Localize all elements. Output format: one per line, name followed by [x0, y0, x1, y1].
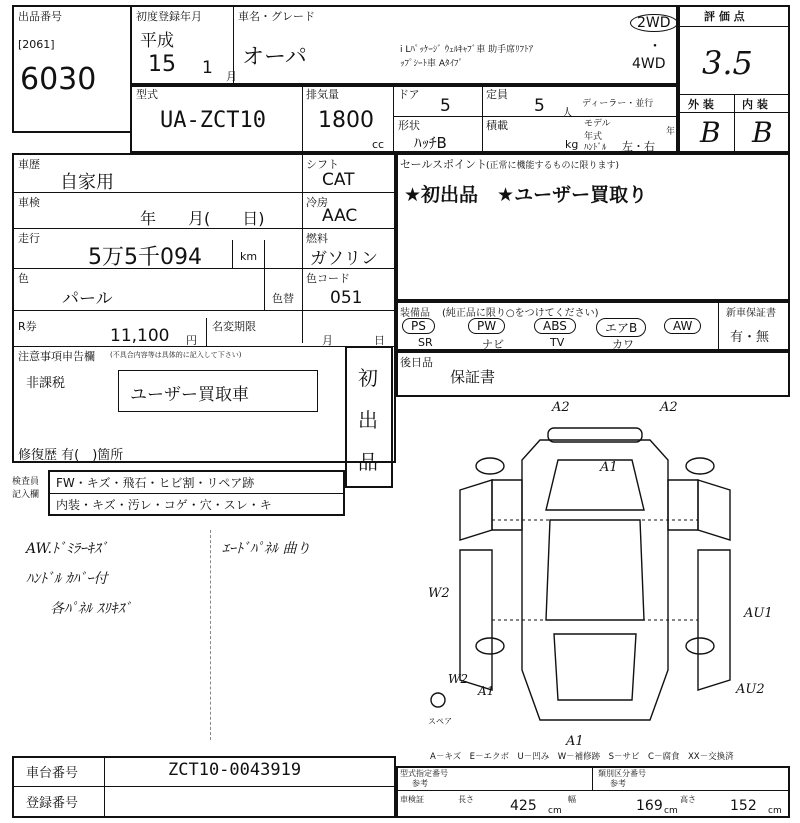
hw-line1: AW.ﾄﾞﾐﾗｰｷｽﾞ — [26, 541, 108, 557]
color-change-label: 色替 — [272, 292, 294, 305]
drive-2wd: 2WD — [630, 14, 678, 32]
first-char-3: 品 — [358, 450, 378, 474]
score-label: 評 価 点 — [704, 10, 745, 23]
name-label: 車名・グレード — [238, 10, 315, 23]
lot-label: 出品番号 — [18, 10, 62, 23]
width-value: 169 — [636, 798, 663, 814]
name-change-label: 名変期限 — [212, 320, 256, 333]
capacity-label: 定員 — [486, 88, 508, 101]
doors-value: 5 — [440, 96, 451, 116]
displacement-value: 1800 — [318, 108, 374, 133]
lot-code: [2061] — [18, 38, 55, 51]
handle-value: 左・右 — [622, 140, 655, 153]
mark-au2: AU2 — [736, 682, 765, 697]
grade-line2: ｯﾌﾟｼｰﾄ車 Aﾀｲﾌﾟ — [400, 59, 464, 69]
ext-label: 外 装 — [688, 98, 714, 111]
recycle-label: R券 — [18, 320, 37, 333]
first-reg-label: 初度登録年月 — [136, 10, 202, 23]
sales-text: ★初出品 ★ユーザー買取り — [404, 184, 648, 206]
type-label: 型式 — [136, 88, 158, 101]
fuel-value: ガソリン — [310, 249, 378, 269]
inspection-label: 車検 — [18, 196, 40, 209]
cert-label: 車検証 — [400, 795, 424, 804]
height-label: 高さ — [680, 795, 696, 804]
typecert-label: 型式指定番号 — [400, 769, 448, 778]
mark-au1: AU1 — [744, 606, 773, 621]
mark-a1-top: A1 — [600, 460, 618, 475]
name-change-month: 月 — [322, 334, 333, 347]
equip-tv: TV — [550, 336, 565, 349]
capacity-unit: 人 — [562, 106, 573, 119]
equip-airbag: エアB — [596, 318, 646, 337]
load-label: 積載 — [486, 119, 508, 132]
doors-label: ドア — [398, 88, 420, 101]
first-reg-month: 1 — [202, 58, 213, 78]
model-year-unit: 年 — [666, 127, 676, 137]
typecert-sub: 参考 — [412, 779, 428, 788]
mileage-value: 5万5千094 — [88, 245, 202, 270]
fuel-label: 燃料 — [306, 232, 328, 245]
int-label: 内 装 — [742, 98, 768, 111]
mileage-unit: km — [240, 250, 258, 263]
recycle-value: 11,100 — [110, 326, 170, 346]
inspector-inner: 内装・キズ・汚レ・コゲ・穴・スレ・キ — [56, 498, 272, 512]
shape-label: 形状 — [398, 119, 420, 132]
car-model: オーパ — [242, 45, 307, 70]
inspector-label: 検査員 記入欄 — [12, 477, 40, 500]
mark-w2-bottom: W2 — [448, 672, 468, 686]
len-value: 425 — [510, 798, 537, 814]
width-unit: cm — [664, 806, 678, 816]
warranty-label: 新車保証書 — [726, 308, 776, 319]
legend: A－キズ E－エクボ U－凹み W－補修跡 S－サビ C－腐食 XX－交換済 — [430, 752, 734, 762]
height-value: 152 — [730, 798, 757, 814]
len-unit: cm — [548, 806, 562, 816]
color-label: 色 — [18, 272, 29, 285]
drive-4wd: 4WD — [632, 56, 666, 72]
color-code-label: 色コード — [306, 272, 350, 285]
notes-sub: (不具合内容等は具体的に記入して下さい) — [110, 351, 242, 359]
width-label: 幅 — [568, 795, 576, 804]
equip-aw: AW — [664, 318, 701, 334]
equip-abs: ABS — [534, 318, 576, 334]
mark-a1-bottom-left: A1 — [478, 684, 495, 698]
equip-sr: SR — [418, 336, 433, 349]
grade-line1: i Lﾊﾟｯｹｰｼﾞ ｳｪﾙｷｬﾌﾞ車 助手席ﾘﾌﾄｱ — [400, 45, 534, 55]
mark-a1-bottom: A1 — [566, 734, 584, 749]
shift-label: シフト — [306, 158, 339, 171]
reg-label: 登録番号 — [26, 796, 79, 811]
equip-navi: ナビ — [482, 338, 504, 351]
hw-line3: 各ﾊﾟﾈﾙ ｽﾘｷｽﾞ — [50, 601, 132, 617]
score-value: 3.5 — [702, 44, 753, 82]
first-reg-month-unit: 月 — [226, 70, 237, 83]
rear-value: 保証書 — [450, 368, 496, 386]
first-reg-year: 15 — [148, 52, 176, 77]
model-year-label: モデル 年式 — [584, 119, 611, 142]
chassis-value: ZCT10-0043919 — [168, 760, 302, 780]
class-sub: 参考 — [610, 779, 626, 788]
name-change-day: 日 — [374, 334, 385, 347]
handle-label: ﾊﾝﾄﾞﾙ — [584, 143, 607, 153]
tax-text: 非課税 — [26, 376, 66, 391]
int-score: B — [752, 116, 773, 149]
history-value: 自家用 — [60, 172, 114, 193]
equip-ps: PS — [402, 318, 435, 334]
class-label: 類別区分番号 — [598, 769, 646, 778]
load-unit: kg — [565, 138, 579, 151]
equip-leather: カワ — [612, 338, 634, 351]
mileage-label: 走行 — [18, 232, 40, 245]
equipment-sub: (純正品に限り○をつけてください) — [442, 308, 599, 319]
mark-w2-left: W2 — [428, 586, 450, 601]
rear-label: 後日品 — [400, 356, 433, 369]
warranty-value: 有・無 — [730, 330, 770, 345]
inspection-value: 年 月( 日) — [140, 209, 265, 228]
lot-number: 6030 — [20, 62, 97, 97]
hw-line2: ﾊﾝﾄﾞﾙ ｶﾊﾞｰ付 — [26, 571, 108, 587]
shape-value: ﾊｯﾁB — [414, 134, 447, 152]
repair-text: 修復歴 有( )箇所 — [18, 448, 124, 463]
mark-spare: スペア — [428, 717, 452, 726]
history-label: 車歴 — [18, 158, 40, 171]
equip-pw: PW — [468, 318, 505, 334]
displacement-unit: cc — [372, 138, 385, 151]
color-code-value: 051 — [330, 288, 363, 308]
sales-label: セールスポイント — [400, 158, 488, 171]
sales-sub: (正常に機能するものに限ります) — [486, 161, 620, 171]
mark-a2-right: A2 — [660, 400, 678, 415]
notes-label: 注意事項申告欄 — [18, 350, 95, 363]
len-label: 長さ — [458, 795, 474, 804]
equipment-label: 装備品 — [400, 308, 430, 319]
first-char-2: 出 — [358, 408, 378, 432]
ext-score: B — [700, 116, 721, 149]
buyback-bracket — [118, 370, 318, 412]
first-char-1: 初 — [358, 366, 378, 390]
height-unit: cm — [768, 806, 782, 816]
hw-right: ｴｰﾄﾞﾊﾟﾈﾙ 曲り — [222, 541, 311, 557]
dealer-label: ディーラー・並行 — [582, 99, 654, 109]
recycle-unit: 円 — [186, 334, 197, 347]
drive-dot: ・ — [648, 39, 662, 55]
buyback-text: ユーザー買取車 — [130, 385, 249, 405]
type-value: UA-ZCT10 — [160, 108, 266, 133]
inspector-fw: FW・キズ・飛石・ヒビ割・リペア跡 — [56, 476, 255, 490]
displacement-label: 排気量 — [306, 88, 339, 101]
capacity-value: 5 — [534, 96, 545, 116]
color-value: パール — [62, 289, 113, 309]
mark-a2-left: A2 — [552, 400, 570, 415]
sales-box — [396, 153, 790, 301]
first-reg-era: 平成 — [140, 31, 174, 51]
chassis-label: 車台番号 — [26, 766, 79, 781]
shift-value: CAT — [322, 170, 355, 190]
aircon-label: 冷房 — [306, 196, 328, 209]
aircon-value: AAC — [322, 206, 358, 226]
